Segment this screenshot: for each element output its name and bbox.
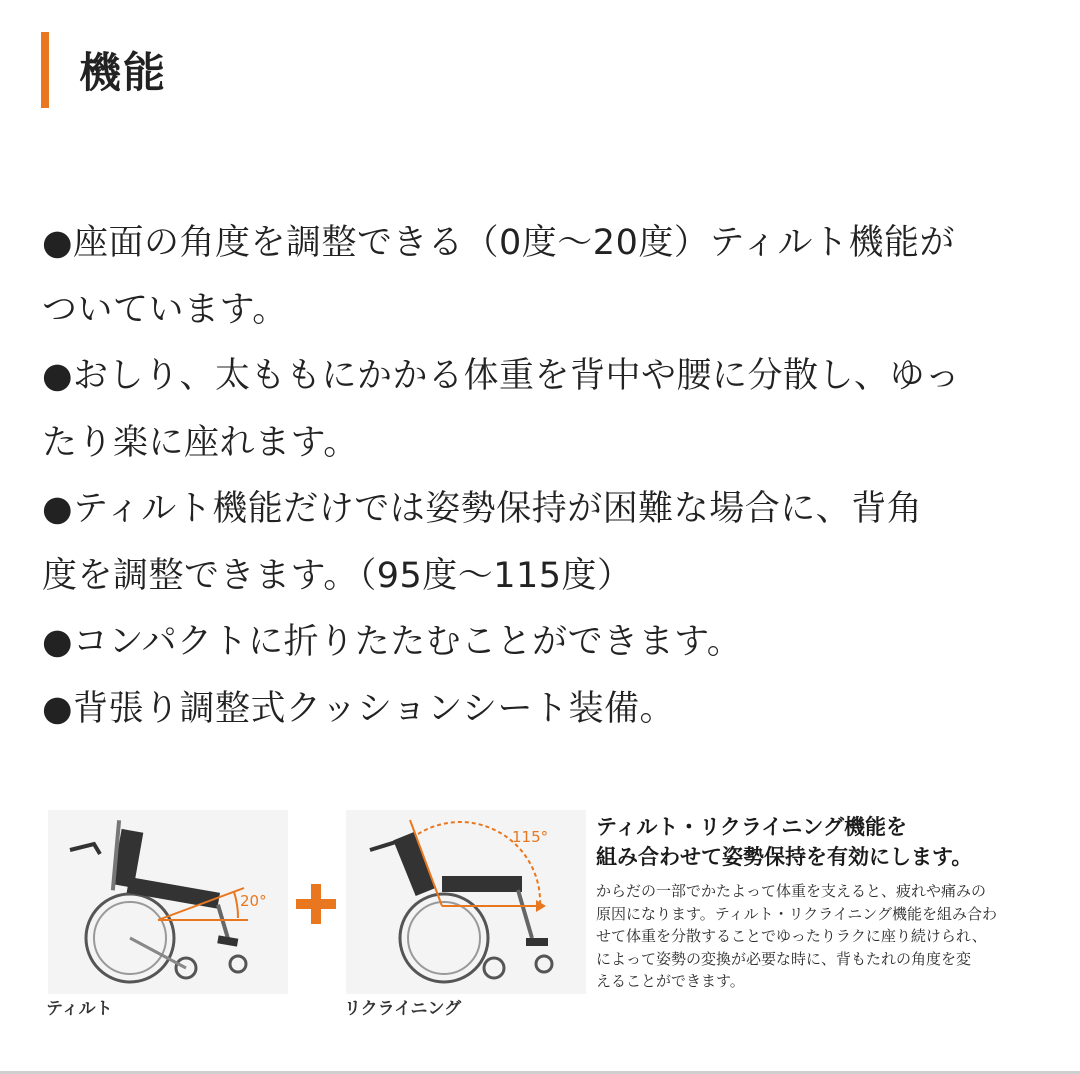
- figure-body-line-1: からだの一部でかたよって体重を支えると、疲れや痛みの: [596, 882, 987, 900]
- feature-list: [42, 210, 1042, 742]
- figure-description: [596, 880, 997, 993]
- feature-line-1: ●座面の角度を調整できる（0度〜20度）ティルト機能が: [42, 223, 956, 263]
- figure-body-line-4: によって姿勢の変換が必要な時に、背もたれの角度を変: [596, 949, 972, 968]
- figure-heading: [596, 812, 972, 872]
- wheelchair-recline-illustration: [346, 810, 586, 994]
- section-header: [41, 32, 167, 108]
- feature-line-3: ●おしり、太ももにかかる体重を背中や腰に分散し、ゆっ: [42, 356, 961, 396]
- figure-body-line-5: えることができます。: [596, 972, 745, 990]
- feature-line-2: ついています。: [42, 289, 288, 330]
- figure-body-line-3: せて体重を分散することでゆったりラクに座り続けられ、: [596, 927, 987, 945]
- recline-caption: リクライニング: [344, 999, 462, 1019]
- plus-icon: [296, 884, 336, 924]
- feature-line-8: ●背張り調整式クッションシート装備。: [42, 688, 675, 729]
- figure-heading-line-2: 組み合わせて姿勢保持を有効にします。: [596, 845, 973, 869]
- tilt-angle-label: 20°: [240, 892, 267, 910]
- tilt-caption: ティルト: [46, 999, 113, 1019]
- figure-body-line-2: 原因になります。ティルト・リクライニング機能を組み合わ: [596, 904, 997, 923]
- feature-line-5: ●ティルト機能だけでは姿勢保持が困難な場合に、背角: [42, 489, 923, 529]
- feature-line-7: ●コンパクトに折りたたむことができます。: [42, 622, 743, 662]
- figure-heading-line-1: ティルト・リクライニング機能を: [596, 815, 908, 839]
- recline-angle-label: 115°: [512, 828, 549, 846]
- feature-figure: [42, 806, 1042, 1036]
- accent-bar: [41, 32, 49, 108]
- section-title: 機能: [79, 48, 168, 97]
- feature-line-6: 度を調整できます。（95度〜115度）: [42, 555, 633, 596]
- feature-line-4: たり楽に座れます。: [42, 422, 359, 463]
